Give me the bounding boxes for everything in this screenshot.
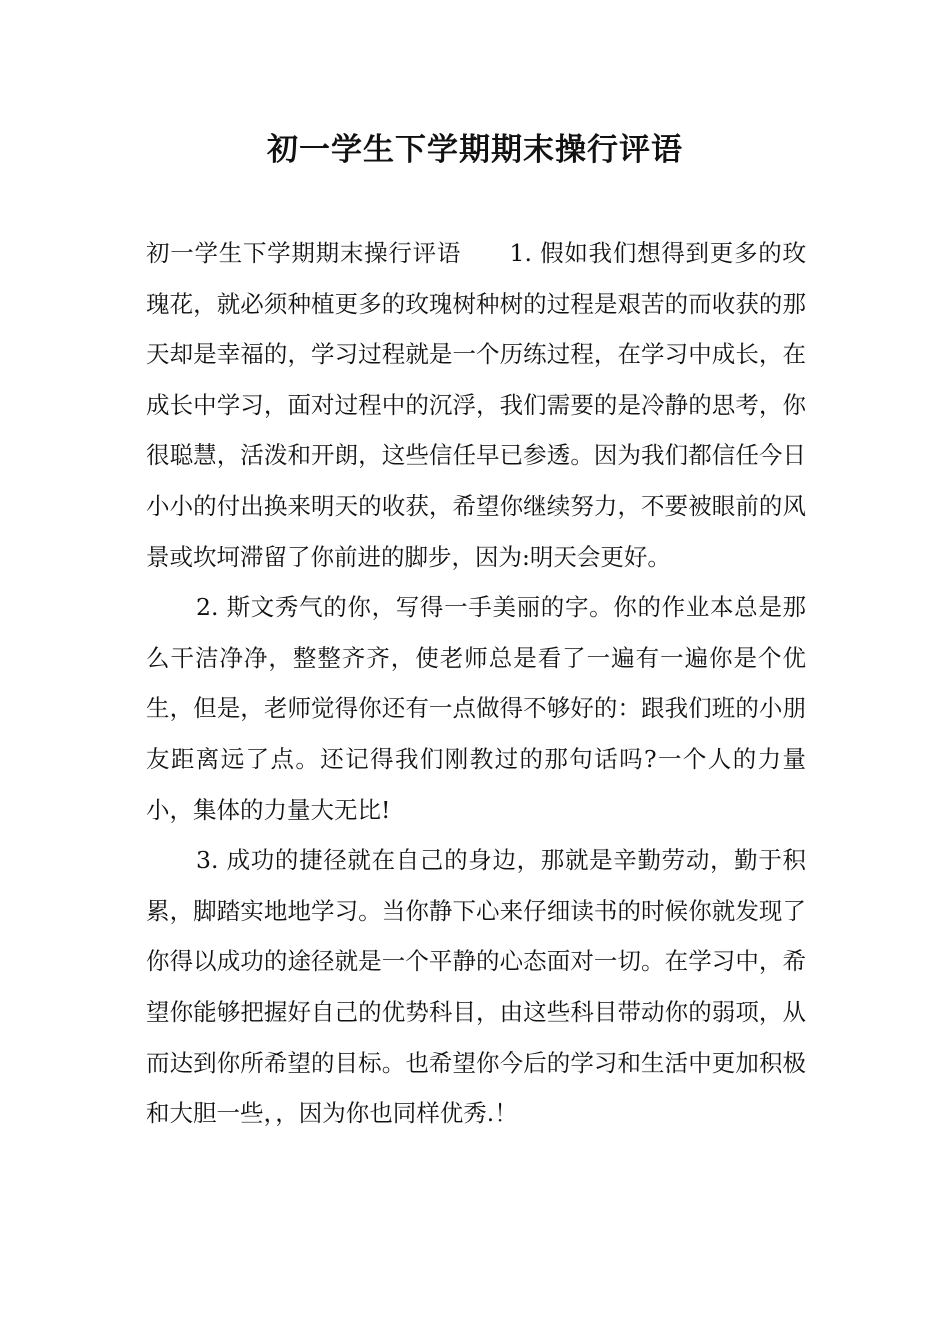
document-title: 初一学生下学期期末操行评语	[267, 132, 683, 168]
paragraph-3: 3. 成功的捷径就在自己的身边，那就是辛勤劳动，勤于积累，脚踏实地地学习。当你静下心来仔细读书的时候你就发现了你得以成功的途径就是一个平静的心态面对一切。在学习中，希望你能够把握好自己的优势科目，由这些科目带动你的弱项，从而达到你所希望的目标。也希望你今后的学习和生活中更加积极和大胆一些，，因为你也同样优秀.！	[146, 846, 806, 1128]
paragraph-1: 初一学生下学期期末操行评语 1. 假如我们想得到更多的玫瑰花，就必须种植更多的玫瑰树种树的过程是艰苦的而收获的那天却是幸福的，学习过程就是一个历练过程，在学习中成长，在成长中学习，面对过程中的沉浮，我们需要的是冷静的思考，你很聪慧，活泼和开朗，这些信任早已参透。因为我们都信任今日小小的付出换来明天的收获，希望你继续努力，不要被眼前的风景或坎坷滞留了你前进的脚步，因为:明天会更好。	[146, 239, 806, 571]
document-body	[146, 228, 806, 1139]
paragraph-2: 2. 斯文秀气的你，写得一手美丽的字。你的作业本总是那么干洁净净，整整齐齐，使老师总是看了一遍有一遍你是个优生，但是，老师觉得你还有一点做得不够好的：跟我们班的小朋友距离远了点。还记得我们刚教过的那句话吗?一个人的力量小，集体的力量大无比!	[146, 593, 806, 824]
